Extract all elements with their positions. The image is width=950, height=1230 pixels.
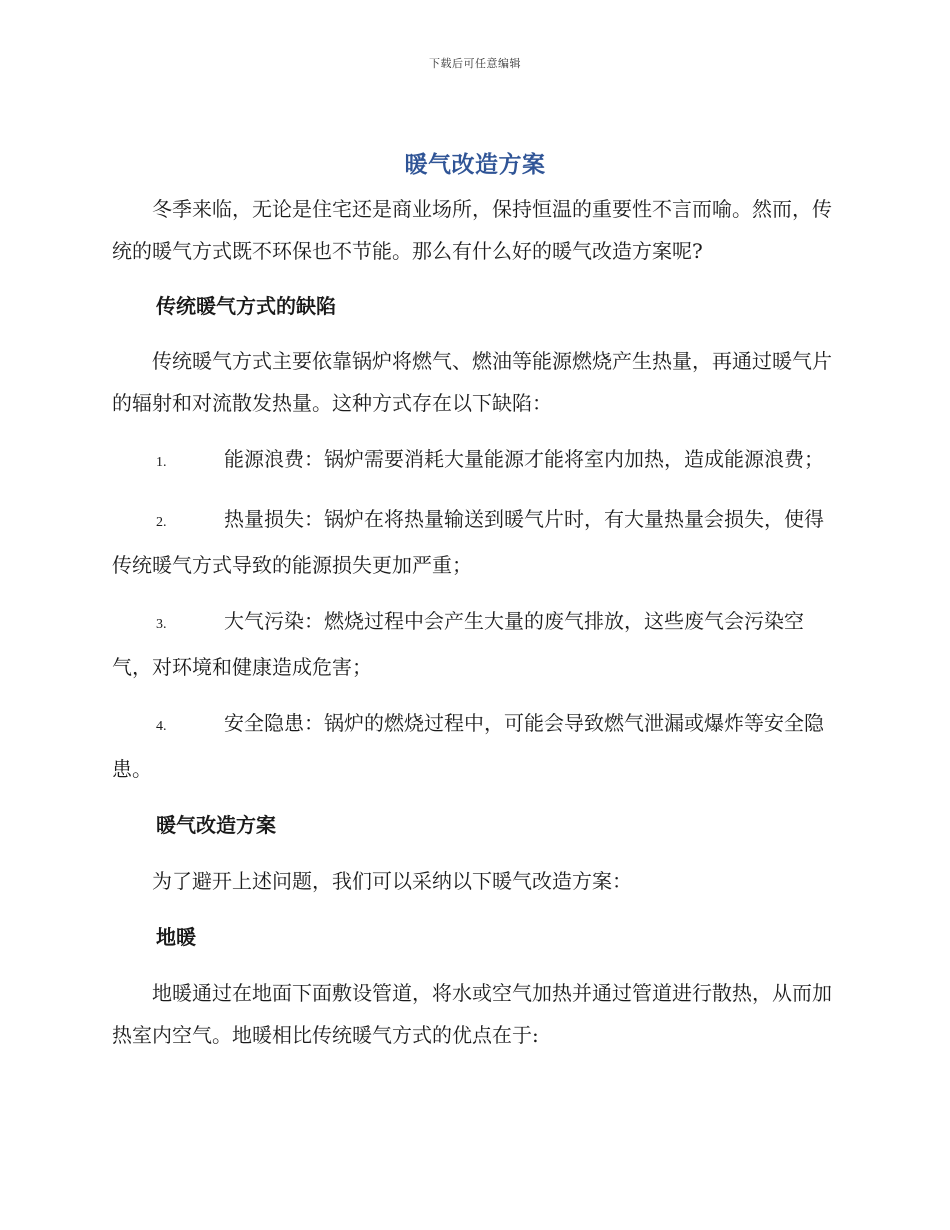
list-text: 安全隐患：锅炉的燃烧过程中，可能会导致燃气泄漏或爆炸等安全隐患。 xyxy=(112,711,824,781)
section-heading-floor-heating: 地暖 xyxy=(156,925,196,949)
document-body xyxy=(112,188,834,1056)
list-number: 4. xyxy=(156,719,167,734)
document-title: 暖气改造方案 xyxy=(404,151,546,178)
list-text: 热量损失：锅炉在将热量输送到暖气片时，有大量热量会损失，使得传统暖气方式导致的能源损失更加严重； xyxy=(112,507,824,577)
list-number: 1. xyxy=(156,455,167,470)
list-item xyxy=(112,438,834,484)
list-text: 能源浪费：锅炉需要消耗大量能源才能将室内加热，造成能源浪费； xyxy=(224,447,824,471)
intro-paragraph: 冬季来临，无论是住宅还是商业场所，保持恒温的重要性不言而喻。然而，传统的暖气方式既不环保也不节能。那么有什么好的暖气改造方案呢? xyxy=(112,197,832,263)
list-text: 大气污染：燃烧过程中会产生大量的废气排放，这些废气会污染空气，对环境和健康造成危害； xyxy=(112,609,804,679)
list-item xyxy=(112,498,834,586)
section-heading-defects: 传统暖气方式的缺陷 xyxy=(156,294,336,318)
list-number: 3. xyxy=(156,617,167,632)
plan-paragraph: 为了避开上述问题，我们可以采纳以下暖气改造方案： xyxy=(152,869,632,893)
defects-paragraph: 传统暖气方式主要依靠锅炉将燃气、燃油等能源燃烧产生热量，再通过暖气片的辐射和对流散发热量。这种方式存在以下缺陷： xyxy=(112,349,832,415)
list-number: 2. xyxy=(156,515,167,530)
list-item xyxy=(112,600,834,688)
section-heading-plan: 暖气改造方案 xyxy=(156,813,276,837)
floor-heating-paragraph: 地暖通过在地面下面敷设管道，将水或空气加热并通过管道进行散热，从而加热室内空气。地暖相比传统暖气方式的优点在于: xyxy=(112,981,832,1047)
list-item xyxy=(112,702,834,790)
header-note: 下载后可任意编辑 xyxy=(429,57,521,70)
